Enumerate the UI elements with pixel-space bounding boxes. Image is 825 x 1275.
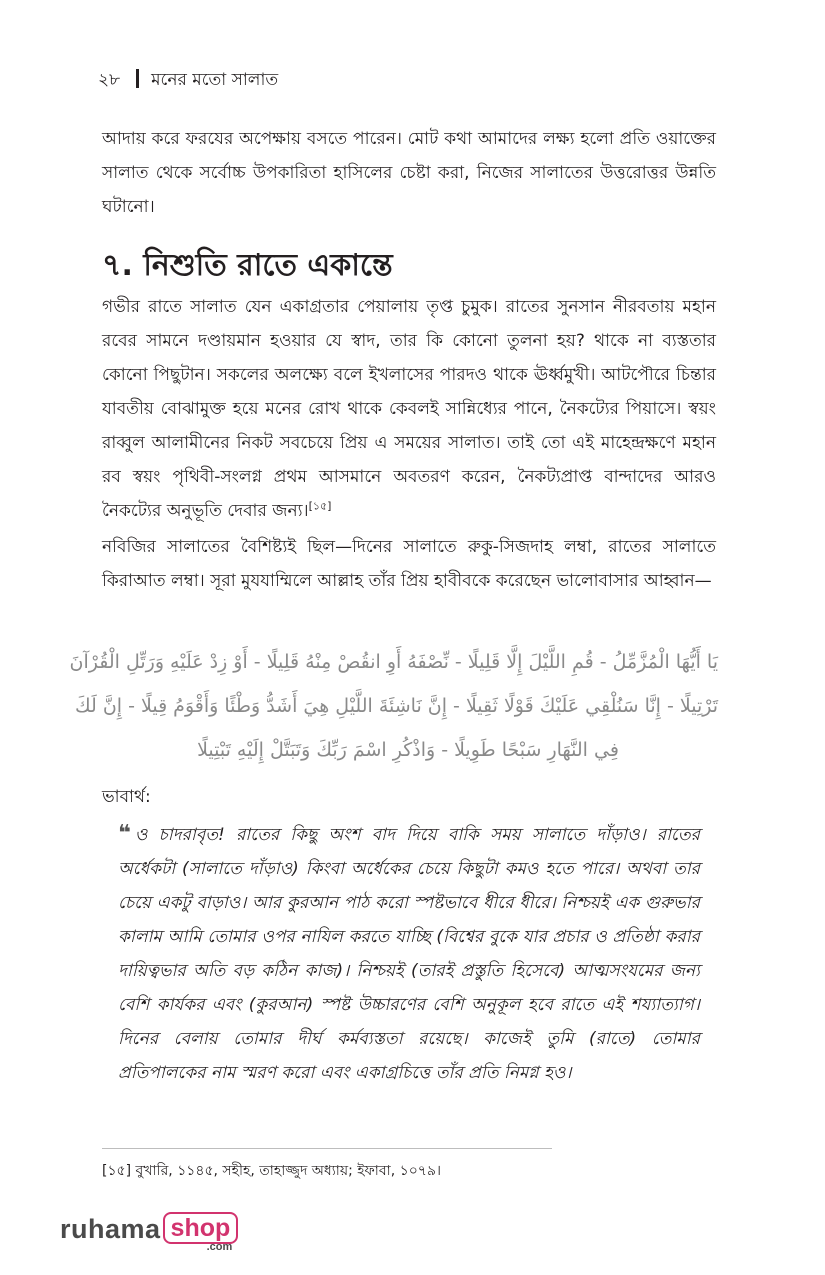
footnote-divider	[102, 1148, 552, 1149]
paragraph-1-text: গভীর রাতে সালাত যেন একাগ্রতার পেয়ালায় তৃপ্ত চুমুক। রাতের সুনসান নীরবতায় মহান রবের সামনে দণ্ডায়মান হওয়ার যে স্বাদ, তার কি কোনো তুলনা হয়? থাকে না ব্যস্ততার কোনো পিছুটান। সকলের অলক্ষ্যে বলে ইখলাসের পারদও থাকে ঊর্ধ্বমুখী। আটপৌরে চিন্তার যাবতীয় বোঝামুক্ত হয়ে মনের রোখ থাকে কেবলই সান্নিধ্যের পানে, নৈকট্যের পিয়াসে। স্বয়ং রাব্বুল আলামীনের নিকট সবচেয়ে প্রিয় এ সময়ের সালাত। তাই তো এই মাহেন্দ্রক্ষণে মহান রব স্বয়ং পৃথিবী-সংলগ্ন প্রথম আসমানে অবতরণ করেন, নৈকট্যপ্রাপ্ত বান্দাদের আরও নৈকট্যের অনুভূতি দেবার জন্য।	[102, 297, 716, 521]
quote-text: ও চাদরাবৃত! রাতের কিছু অংশ বাদ দিয়ে বাকি সময় সালাতে দাঁড়াও। রাতের অর্ধেকটা (সালাতে দাঁড়াও) কিংবা অর্ধেকের চেয়ে কিছুটা কমও হতে পারে। অথবা তার চেয়ে একটু বাড়াও। আর কুরআন পাঠ করো স্পষ্টভাবে ধীরে ধীরে। নিশ্চয়ই এক গুরুভার কালাম আমি তোমার ওপর নাযিল করতে যাচ্ছি (বিশ্বের বুকে যার প্রচার ও প্রতিষ্ঠা করার দায়িত্বভার অতি বড় কঠিন কাজ)। নিশ্চয়ই (তারই প্রস্তুতি হিসেবে) আত্মসংযমের জন্য বেশি কার্যকর এবং (কুরআন) স্পষ্ট উচ্চারণের বেশি অনুকূল হবে রাতে এই শয্যাত্যাগ। দিনের বেলায় তোমার দীর্ঘ কর্মব্যস্ততা রয়েছে। কাজেই তুমি (রাতে) তোমার প্রতিপালকের নাম স্মরণ করো এবং একাগ্রচিত্তে তাঁর প্রতি নিমগ্ন হও।	[118, 825, 700, 1083]
logo-domain: .com	[206, 1241, 233, 1253]
arabic-verse-line: فِي النَّهَارِ سَبْحًا طَوِيلًا - وَاذْكُرِ اسْمَ رَبِّكَ وَتَبَتَّلْ إِلَيْهِ تَبْتِيلًا	[197, 739, 619, 761]
arabic-verse-line: يَا أَيُّهَا الْمُزَّمِّلُ - قُمِ اللَّيْلَ إِلَّا قَلِيلًا - نِّصْفَهُ أَوِ انقُصْ مِنْهُ قَلِيلًا - أَوْ زِدْ عَلَيْهِ وَرَتِّلِ الْقُرْآنَ	[69, 651, 718, 673]
meaning-label: ভাবার্থ:	[102, 787, 151, 807]
logo-wordmark-ruhama: ruhama	[60, 1214, 161, 1244]
page-header	[98, 68, 278, 92]
ruhamashop-logo	[60, 1212, 238, 1252]
arabic-verse-block	[69, 640, 718, 772]
header-divider	[136, 69, 139, 88]
section-paragraph-2: নবিজির সালাতের বৈশিষ্ট্যই ছিল—দিনের সালাতে রুকু-সিজদাহ লম্বা, রাতের সালাতে কিরাআত লম্বা। সূরা মুযযাম্মিলে আল্লাহ তাঁর প্রিয় হাবীবকে করেছেন ভালোবাসার আহ্বান—	[102, 537, 716, 591]
logo-wordmark-shop: shop	[170, 1214, 231, 1242]
footnote-marker[interactable]: [১৫]	[308, 499, 332, 513]
section-heading: ৭. নিশুতি রাতে একান্তে	[102, 248, 393, 283]
book-title: মনের মতো সালাত	[151, 70, 279, 90]
translation-quote	[118, 817, 700, 1090]
page-number: ২৮	[98, 70, 121, 90]
logo-shop-badge	[163, 1212, 239, 1253]
intro-paragraph: আদায় করে ফরযের অপেক্ষায় বসতে পারেন। মোট কথা আমাদের লক্ষ্য হলো প্রতি ওয়াক্তের সালাত থেকে সর্বোচ্চ উপকারিতা হাসিলের চেষ্টা করা, নিজের সালাতের উত্তরোত্তর উন্নতি ঘটানো।	[102, 129, 716, 217]
quote-mark-icon: ❝	[118, 821, 131, 846]
footnote: [১৫] বুখারি, ১১৪৫, সহীহ, তাহাজ্জুদ অধ্যায়; ইফাবা, ১০৭৯।	[102, 1163, 441, 1179]
section-paragraph-1	[102, 290, 716, 528]
arabic-verse-line: تَرْتِيلًا - إِنَّا سَنُلْقِي عَلَيْكَ قَوْلًا ثَقِيلًا - إِنَّ نَاشِئَةَ اللَّيْلِ هِيَ أَشَدُّ وَطْئًا وَأَقْوَمُ قِيلًا - إِنَّ لَكَ	[74, 695, 718, 717]
